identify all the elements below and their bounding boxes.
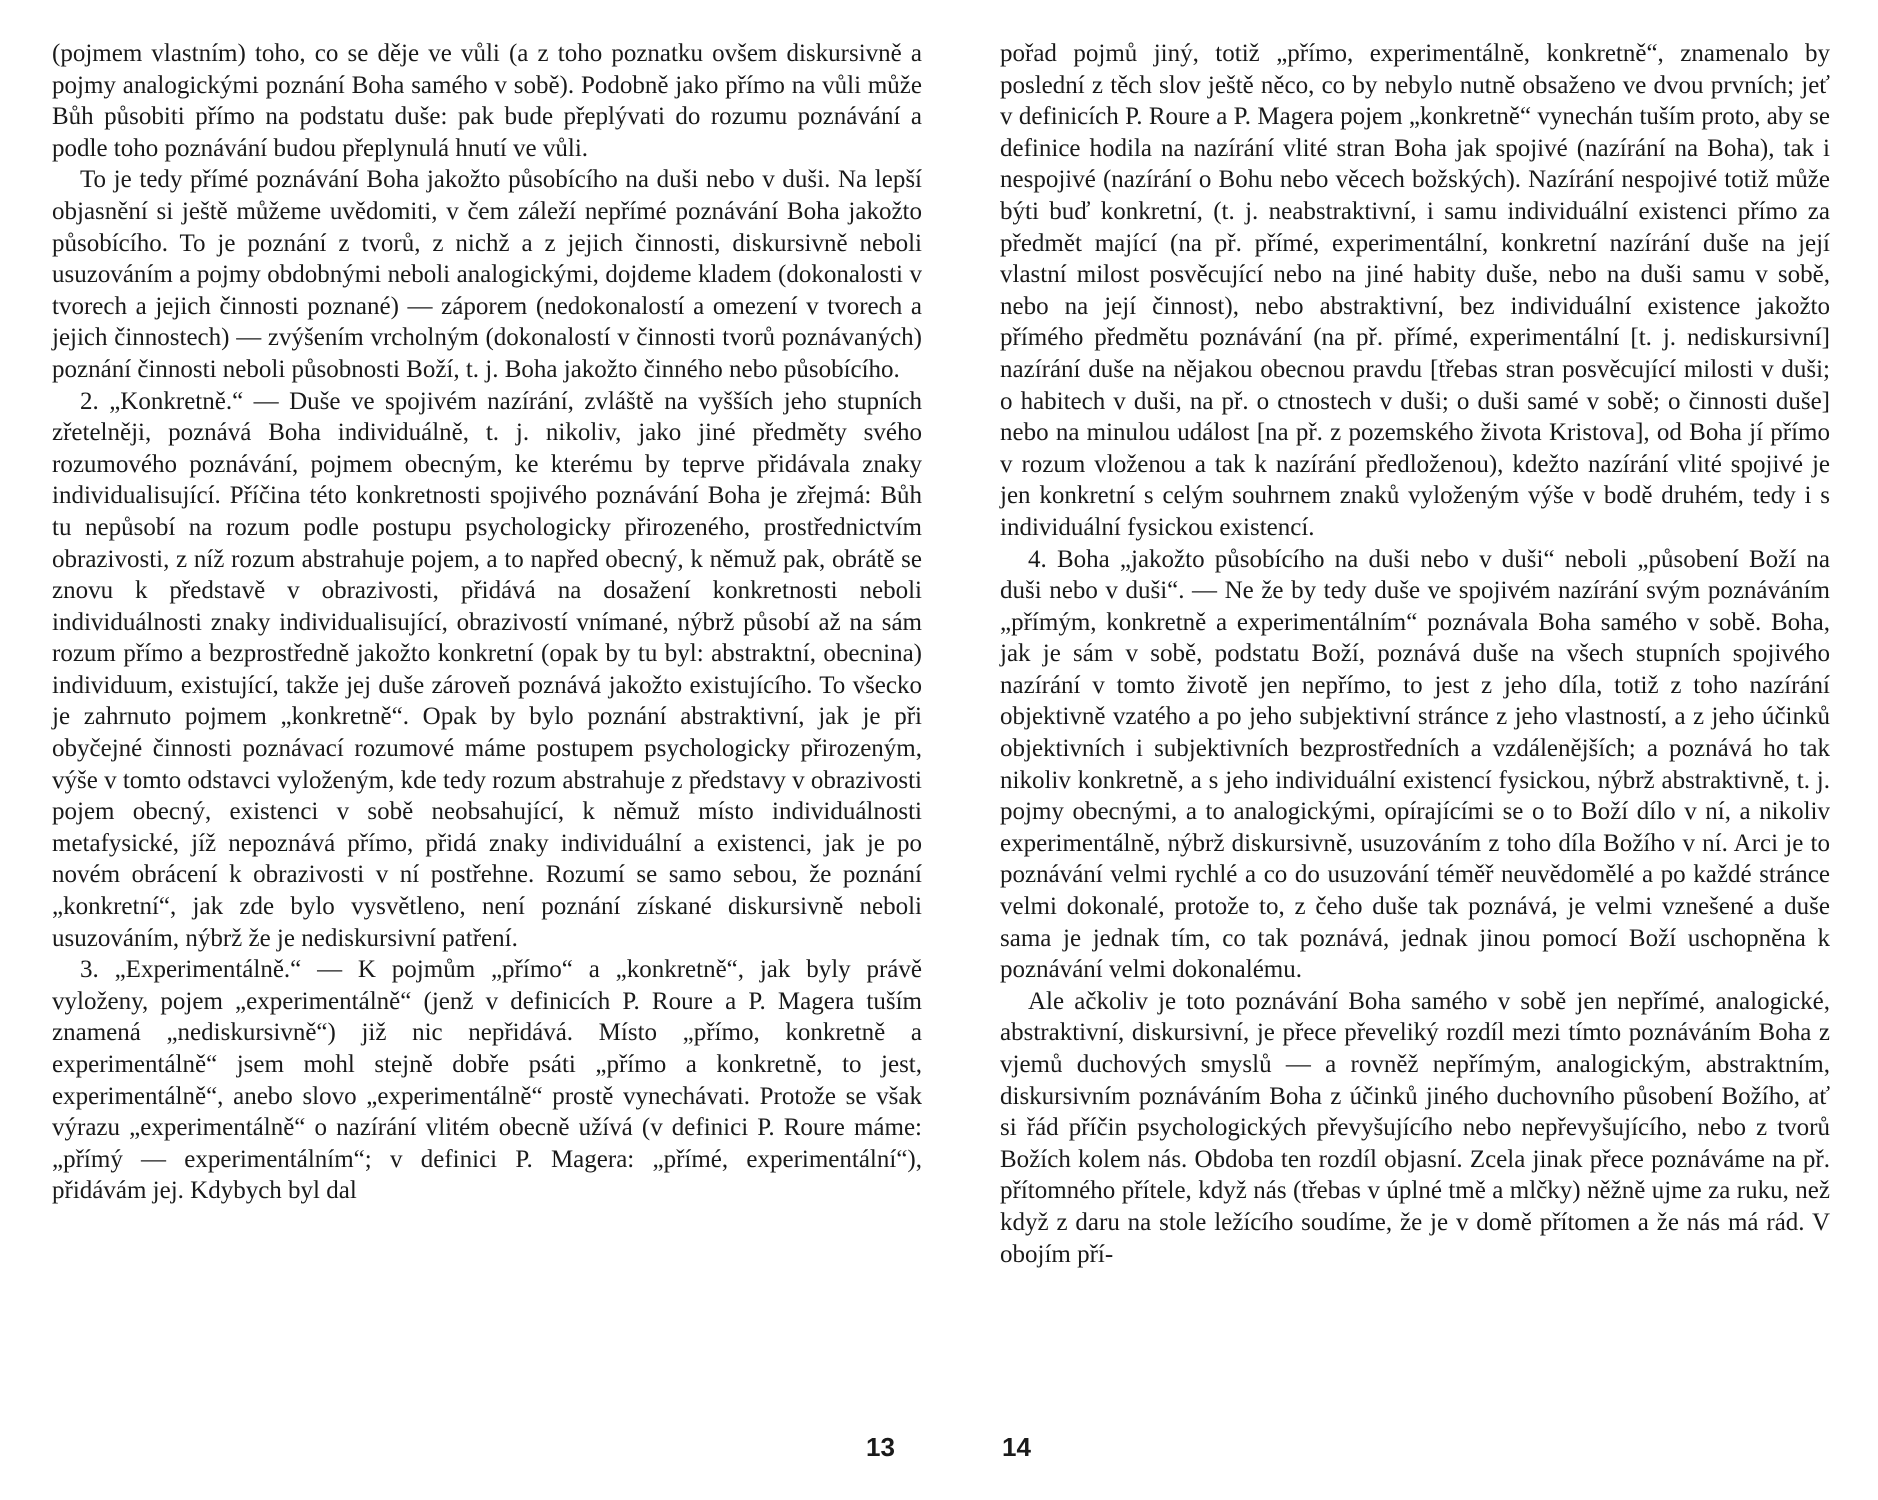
left-page — [52, 38, 922, 1207]
paragraph: 4. Boha „jakožto působícího na duši nebo v duši“ neboli „působení Boží na duši nebo v duši“. — Ne že by tedy duše ve spojivém nazírání svým poznáváním „přímým, konkretně a experimentálním“ poznávala Boha samého v sobě. Boha, jak je sám v sobě, podstatu Boží, poznává duše na všech stupních spojivého nazírání v tomto životě jen nepřímo, to jest z jeho díla, totiž z toho nazírání objektivně vzatého a po jeho subjektivní stránce z jeho vlastností, a z jeho účinků objektivních i subjektivních bezprostředních a vzdálenějších; a poznává ho tak nikoliv konkretně, a s jeho individuální existencí fysickou, nýbrž abstraktivně, t. j. pojmy obecnými, a to analogickými, opírajícími se o to Boží dílo v ní, a nikoliv experimentálně, nýbrž diskursivně, usuzováním z toho díla Božího v ní. Arci je to poznávání velmi rychlé a co do usuzování téměř neuvědomělé a po každé stránce velmi dokonalé, protože to, z čeho duše tak poznává, je velmi vznešené a duše sama je jednak tím, co tak poznává, jednak jinou pomocí Boží uschopněna k poznávání velmi dokonalému. — [1000, 545, 1830, 984]
paragraph: 3. „Experimentálně.“ — K pojmům „přímo“ a „konkretně“, jak byly právě vyloženy, pojem „experimentálně“ (jenž v definicích P. Roure a P. Magera tuším znamená „nediskursivně“) již nic nepřidává. Místo „přímo, konkretně a experimentálně“ jsem mohl stejně dobře psáti „přímo a konkretně, to jest, experimentálně“, anebo slovo „experimentálně“ prostě vynechávati. Protože se však výrazu „experimentálně“ o nazírání vlitém obecně užívá (v definici P. Roure máme: „přímý — experimentálním“; v definici P. Magera: „přímé, experimentální“), přidávám jej. Kdybych byl dal — [52, 956, 922, 1205]
paragraph: Ale ačkoliv je toto poznávání Boha samého v sobě jen nepřímé, analogické, abstraktivní, diskursivní, je přece převeliký rozdíl mezi tímto poznáváním Boha z vjemů duchových smyslů — a rovněž nepřímým, analogickým, abstraktním, diskursivním poznáváním Boha z účinků jiného duchovního působení Božího, ať si řád příčin psychologických převyšujícího nebo nepřevyšujícího, nebo z tvorů Božích kolem nás. Obdoba ten rozdíl objasní. Zcela jinak přece poznáváme na př. přítomného přítele, když nás (třebas v úplné tmě a mlčky) něžně ujme za ruku, než když z daru na stole ležícího soudíme, že je v domě přítomen a že nás má rád. V obojím pří- — [1000, 987, 1830, 1268]
paragraph: (pojmem vlastním) toho, co se děje ve vůli (a z toho poznatku ovšem diskursivně a pojmy analogickými poznání Boha samého v sobě). Podobně jako přímo na vůli může Bůh působiti přímo na podstatu duše: pak bude přeplývati do rozumu poznávání a podle toho poznávání budou přeplynulá hnutí ve vůli. — [52, 40, 922, 162]
paragraph: To je tedy přímé poznávání Boha jakožto působícího na duši nebo v duši. Na lepší objasnění si ještě můžeme uvědomiti, v čem záleží nepřímé poznávání Boha jakožto působícího. To je poznání z tvorů, z nichž a z jejich činnosti, diskursivně neboli usuzováním a pojmy obdobnými neboli analogickými, dojdeme kladem (dokonalosti v tvorech a jejich činnosti poznané) — záporem (nedokonalostí a omezení v tvorech a jejich činnostech) — zvýšením vrcholným (dokonalostí v činnosti tvorů poznávaných) poznání činnosti neboli působnosti Boží, t. j. Boha jakožto činného nebo působícího. — [52, 166, 922, 383]
paragraph: 2. „Konkretně.“ — Duše ve spojivém nazírání, zvláště na vyšších jeho stupních zřetelněji, poznává Boha individuálně, t. j. nikoliv, jako jiné předměty svého rozumového poznávání, pojmem obecným, ke kterému by teprve přidávala znaky individualisující. Příčina této konkretnosti spojivého poznávání Boha je zřejmá: Bůh tu nepůsobí na rozum podle postupu psychologicky přirozeného, prostřednictvím obrazivosti, z níž rozum abstrahuje pojem, a to napřed obecný, k němuž pak, obrátě se znovu k představě v obrazivosti, přidává na dosažení konkretnosti neboli individuálnosti znaky individualisující, obrazivostí vnímané, nýbrž působí až na sám rozum přímo a bezprostředně jakožto konkretní (opak by tu byl: abstraktní, obecnina) individuum, existující, takže jej duše zároveň poznává jakožto existujícího. To všecko je zahrnuto pojmem „konkretně“. Opak by bylo poznání abstraktivní, jak je při obyčejné činnosti poznávací rozumové máme postupem psychologicky přirozeným, výše v tomto odstavci vyloženým, kde tedy rozum abstrahuje z představy v obrazivosti pojem obecný, existenci v sobě neobsahující, k němuž místo individuálnosti metafysické, jíž nepoznává přímo, přidá znaky individuální a existenci, jak je po novém obrácení k obrazivosti v ní postřehne. Rozumí se samo sebou, že poznání „konkretní“, jak zde bylo vysvětleno, není poznání získané diskursivně neboli usuzováním, nýbrž že je nediskursivní patření. — [52, 387, 922, 952]
paragraph: pořad pojmů jiný, totiž „přímo, experimentálně, konkretně“, znamenalo by poslední z těch slov ještě něco, co by nebylo nutně obsaženo ve dvou prvních; jeť v definicích P. Roure a P. Magera pojem „konkretně“ vynechán tuším proto, aby se definice hodila na nazírání vlité stran Boha jak spojivé (nazírání na Boha), tak i nespojivé (nazírání o Bohu nebo věcech božských). Nazírání nespojivé totiž může býti buď konkretní, (t. j. neabstraktivní, i samu individuální existenci přímo za předmět mající (na př. přímé, experimentální, konkretní nazírání duše na její vlastní milost posvěcující nebo na jiné habity duše, nebo na duši samu v sobě, nebo na její činnost), nebo abstraktivní, bez individuální existence jakožto přímého předmětu poznávání (na př. přímé, experimentální [t. j. nediskursivní] nazírání duše na nějakou obecnou pravdu [třebas stran posvěcující milosti v duši; o habitech v duši, na př. o ctnostech v duši; o duši samé v sobě; o činnosti duše] nebo na minulou událost [na př. z pozemského života Kristova], od Boha jí přímo v rozum vloženou a tak k nazírání předloženou), kdežto nazírání vlité spojivé je jen konkretní s celým souhrnem znaků vyloženým výše v bodě druhém, tedy i s individuální fysickou existencí. — [1000, 40, 1830, 541]
page-number: 14 — [1002, 1432, 1031, 1462]
right-page — [1000, 38, 1830, 1270]
page-number: 13 — [866, 1432, 895, 1462]
